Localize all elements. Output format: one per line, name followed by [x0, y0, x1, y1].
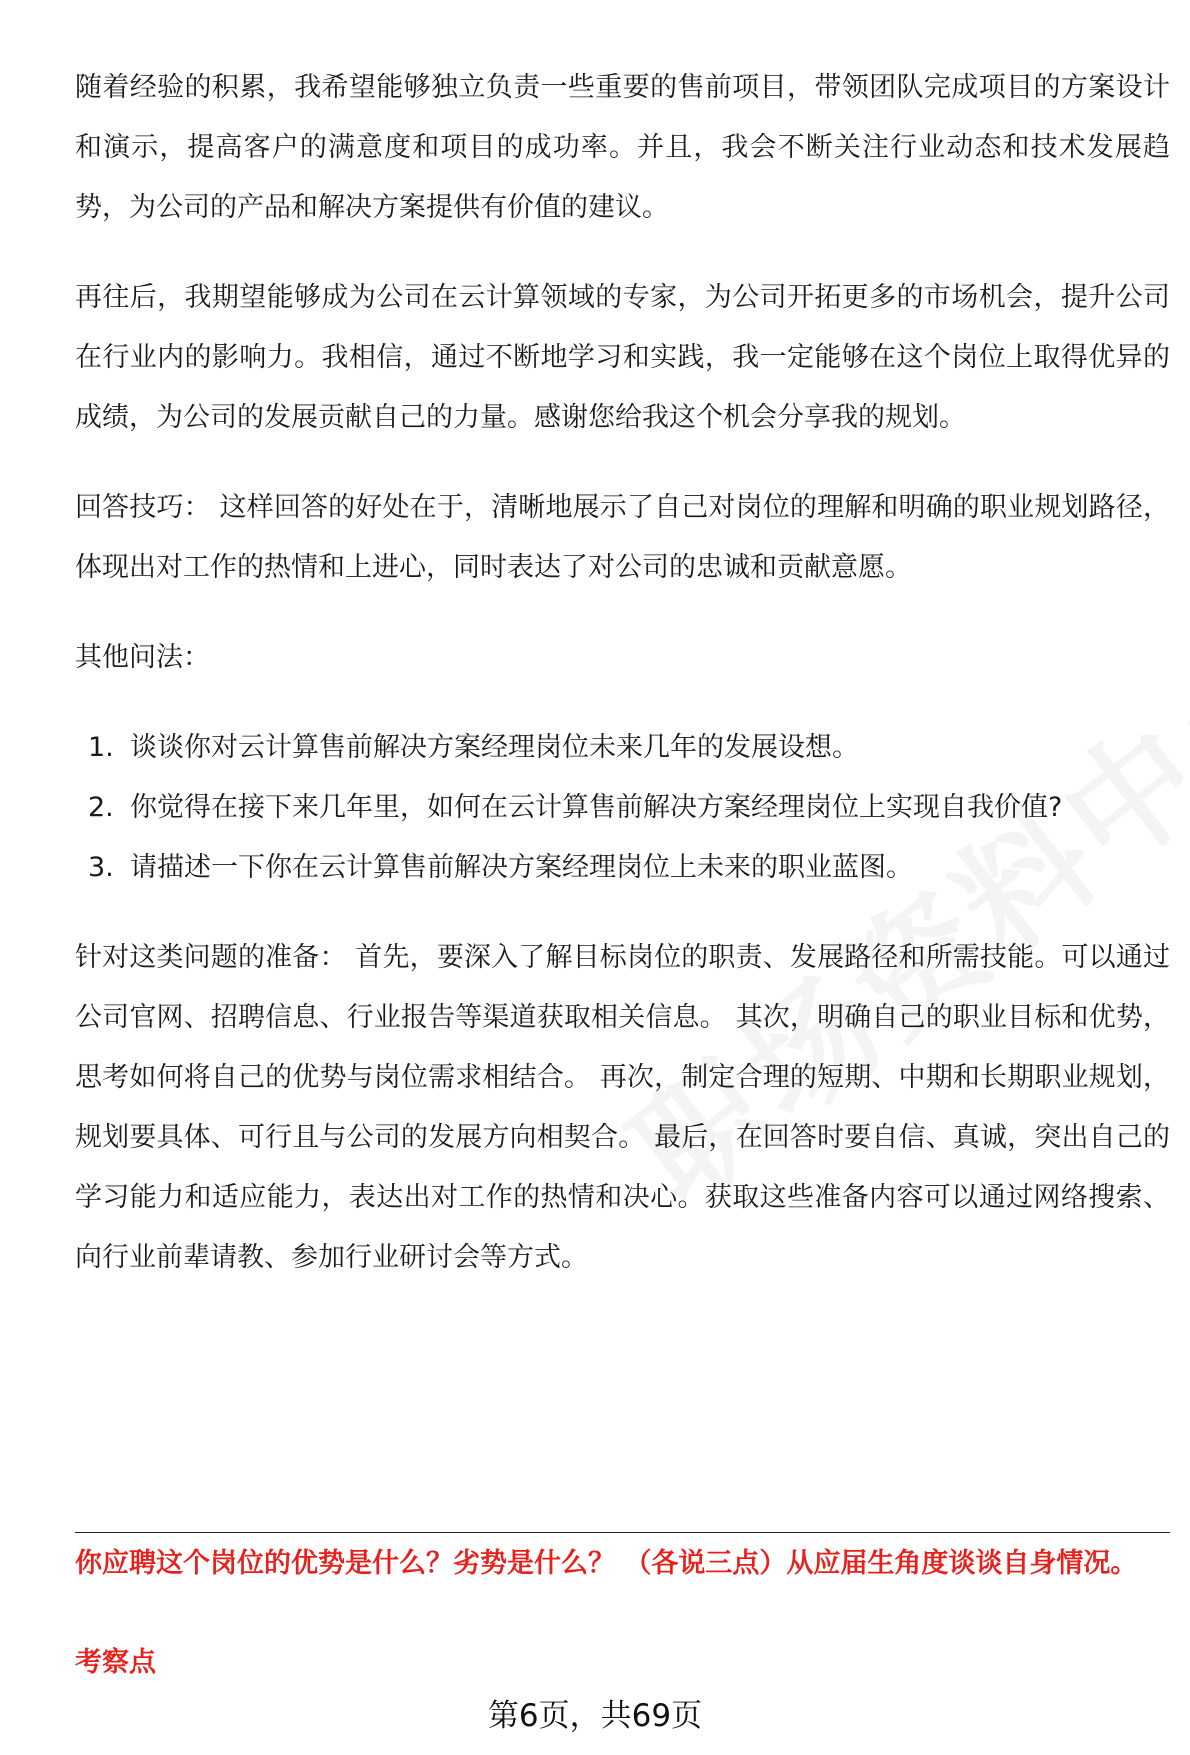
document-body	[75, 58, 1170, 1318]
list-item-number: 3.	[88, 852, 114, 883]
section-divider	[75, 1532, 1170, 1533]
section-label-focus: 考察点	[75, 1647, 156, 1678]
list-item-text: 请描述一下你在云计算售前解决方案经理岗位上未来的职业蓝图。	[130, 852, 913, 883]
paragraph-answer-tips: 回答技巧： 这样回答的好处在于，清晰地展示了自己对岗位的理解和明确的职业规划路径，体现出对工作的热情和上进心，同时表达了对公司的忠诚和贡献意愿。	[75, 492, 1170, 583]
paragraph-future-expert: 再往后，我期望能够成为公司在云计算领域的专家，为公司开拓更多的市场机会，提升公司在行业内的影响力。我相信，通过不断地学习和实践，我一定能够在这个岗位上取得优异的成绩，为公司的发展贡献自己的力量。感谢您给我这个机会分享我的规划。	[75, 282, 1170, 433]
page-indicator: 第6页，共69页	[487, 1698, 703, 1734]
list-item	[75, 838, 1170, 898]
list-item-number: 1.	[88, 732, 114, 763]
paragraph-career-growth: 随着经验的积累，我希望能够独立负责一些重要的售前项目，带领团队完成项目的方案设计和演示，提高客户的满意度和项目的成功率。并且，我会不断关注行业动态和技术发展趋势，为公司的产品和解决方案提供有价值的建议。	[75, 72, 1170, 223]
list-item	[75, 778, 1170, 838]
next-question-title: 你应聘这个岗位的优势是什么？劣势是什么？ （各说三点）从应届生角度谈谈自身情况。	[75, 1548, 1138, 1579]
paragraph-other-questions-heading: 其他问法：	[75, 642, 210, 673]
list-item-number: 2.	[88, 792, 114, 823]
paragraph-preparation: 针对这类问题的准备： 首先，要深入了解目标岗位的职责、发展路径和所需技能。可以通过公司官网、招聘信息、行业报告等渠道获取相关信息。 其次，明确自己的职业目标和优势，思考如何将自己的优势与岗位需求相结合。 再次，制定合理的短期、中期和长期职业规划，规划要具体、可行且与公司的发展方向相契合。 最后，在回答时要自信、真诚，突出自己的学习能力和适应能力，表达出对工作的热情和决心。获取这些准备内容可以通过网络搜索、向行业前辈请教、参加行业研讨会等方式。	[75, 942, 1170, 1273]
list-item-text: 你觉得在接下来几年里，如何在云计算售前解决方案经理岗位上实现自我价值?	[130, 792, 1063, 823]
list-item-text: 谈谈你对云计算售前解决方案经理岗位未来几年的发展设想。	[130, 732, 859, 763]
other-questions-list	[75, 718, 1170, 898]
list-item	[75, 718, 1170, 778]
